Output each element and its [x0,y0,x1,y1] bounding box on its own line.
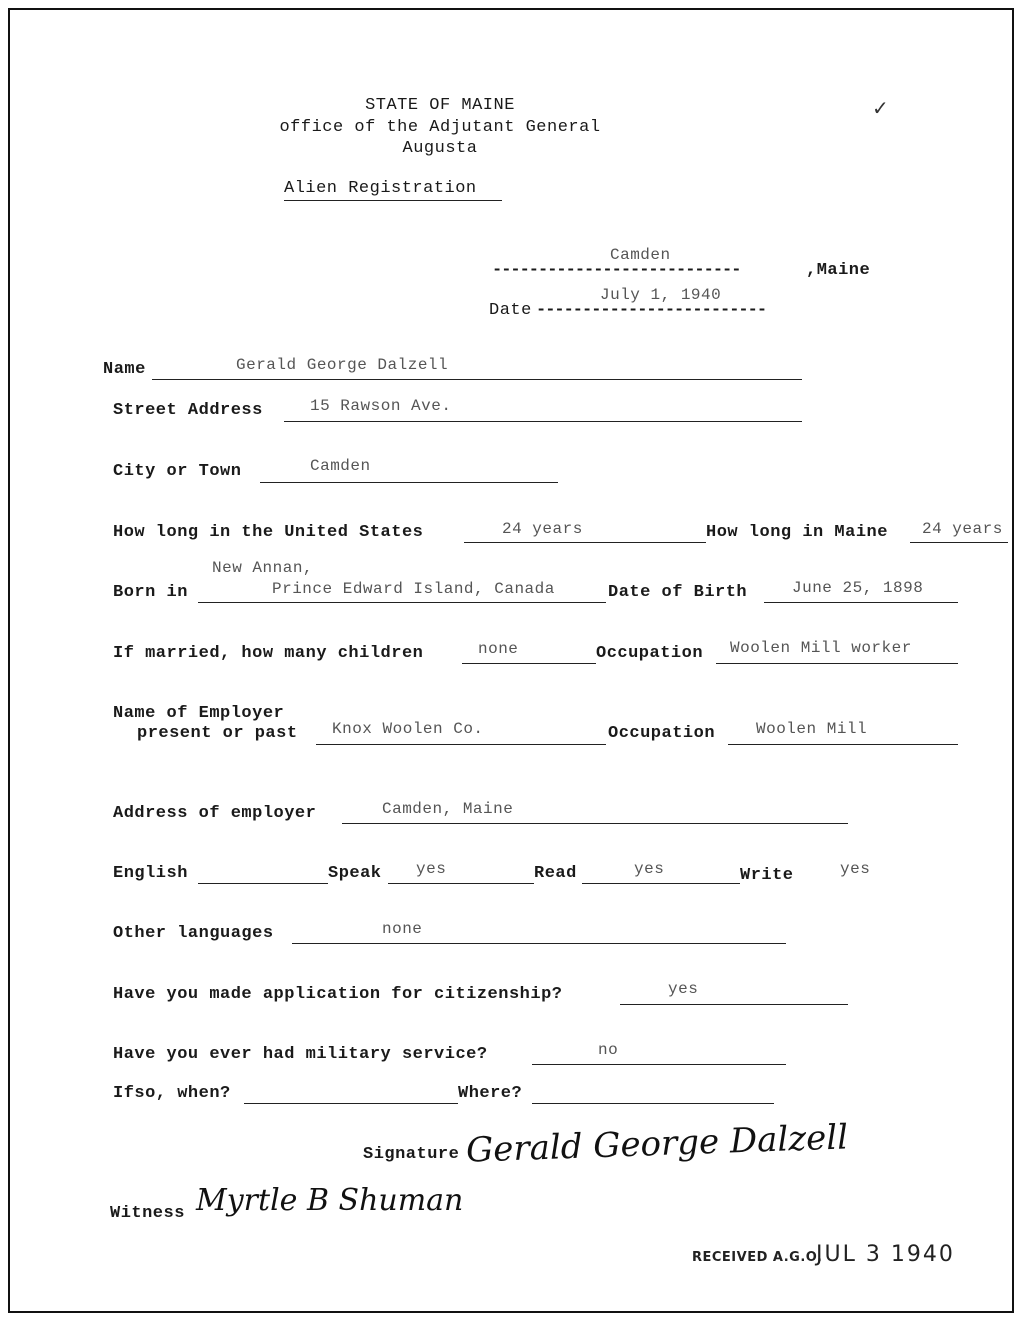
english-label: English [113,864,188,883]
children-label: If married, how many children [113,644,424,663]
signature-value: Gerald George Dalzell [465,1117,849,1171]
ifso-line [244,1103,458,1104]
born-value-line1: New Annan, [212,559,314,577]
name-line [152,379,802,380]
children-value: none [478,640,519,658]
military-line [532,1064,786,1065]
date-label: Date [489,301,532,320]
military-label: Have you ever had military service? [113,1045,488,1064]
street-value: 15 Rawson Ave. [310,397,452,415]
born-value-line2: Prince Edward Island, Canada [272,580,555,598]
occupation-value: Woolen Mill worker [730,639,912,657]
emp-address-label: Address of employer [113,804,317,823]
occupation2-value: Woolen Mill [756,720,868,738]
read-value: yes [634,860,665,878]
name-label: Name [103,360,146,379]
speak-label: Speak [328,864,382,883]
city-line [260,482,558,483]
english-line [198,883,328,884]
emp-address-line [342,823,848,824]
form-title-underline [284,200,502,201]
us-duration-value: 24 years [502,520,583,538]
occupation-line [716,663,958,664]
header-state: STATE OF MAINE [365,96,515,115]
occupation2-line [728,744,958,745]
write-value: yes [840,860,871,878]
signature-label: Signature [363,1145,460,1164]
street-label: Street Address [113,401,263,420]
employer-value: Knox Woolen Co. [332,720,484,738]
header-office: office of the Adjutant General [279,118,601,137]
us-duration-line [464,542,706,543]
other-lang-line [292,943,786,944]
city-value: Camden [310,457,371,475]
read-line [582,883,740,884]
citizenship-line [620,1004,848,1005]
check-mark-icon: ✓ [872,96,889,120]
witness-value: Myrtle B Shuman [196,1183,464,1218]
born-line [198,602,606,603]
header-city: Augusta [402,139,478,158]
received-date: JUL 3 1940 [816,1242,955,1267]
read-label: Read [534,864,577,883]
town-value: Camden [610,246,671,264]
dob-line [764,602,958,603]
date-dashes: ------------------------- [536,301,767,320]
write-label: Write [740,866,794,885]
maine-duration-value: 24 years [922,520,1003,538]
other-lang-label: Other languages [113,924,274,943]
citizenship-value: yes [668,980,699,998]
date-value: July 1, 1940 [600,286,722,304]
children-line [462,663,596,664]
received-stamp: RECEIVED A.G.O. [692,1250,823,1265]
us-duration-label: How long in the United States [113,523,424,542]
military-value: no [598,1041,619,1059]
form-title: Alien Registration [284,179,477,198]
maine-duration-line [910,542,1008,543]
name-value: Gerald George Dalzell [236,356,449,374]
emp-address-value: Camden, Maine [382,800,514,818]
employer-label-1: Name of Employer [113,704,285,723]
city-label: City or Town [113,462,242,481]
town-dashes: --------------------------- [492,261,741,280]
state-label: ,Maine [806,261,871,280]
other-lang-value: none [382,920,423,938]
dob-value: June 25, 1898 [792,579,924,597]
employer-line [316,744,606,745]
occupation-label: Occupation [596,644,704,663]
occupation2-label: Occupation [608,724,716,743]
witness-label: Witness [110,1204,185,1223]
born-label: Born in [113,583,188,602]
where-label: Where? [458,1084,523,1103]
speak-value: yes [416,860,447,878]
ifso-label: Ifso, when? [113,1084,231,1103]
street-line [284,421,802,422]
dob-label: Date of Birth [608,583,748,602]
employer-label-2: present or past [137,724,298,743]
speak-line [388,883,534,884]
citizenship-label: Have you made application for citizenship? [113,985,563,1004]
where-line [532,1103,774,1104]
maine-duration-label: How long in Maine [706,523,888,542]
